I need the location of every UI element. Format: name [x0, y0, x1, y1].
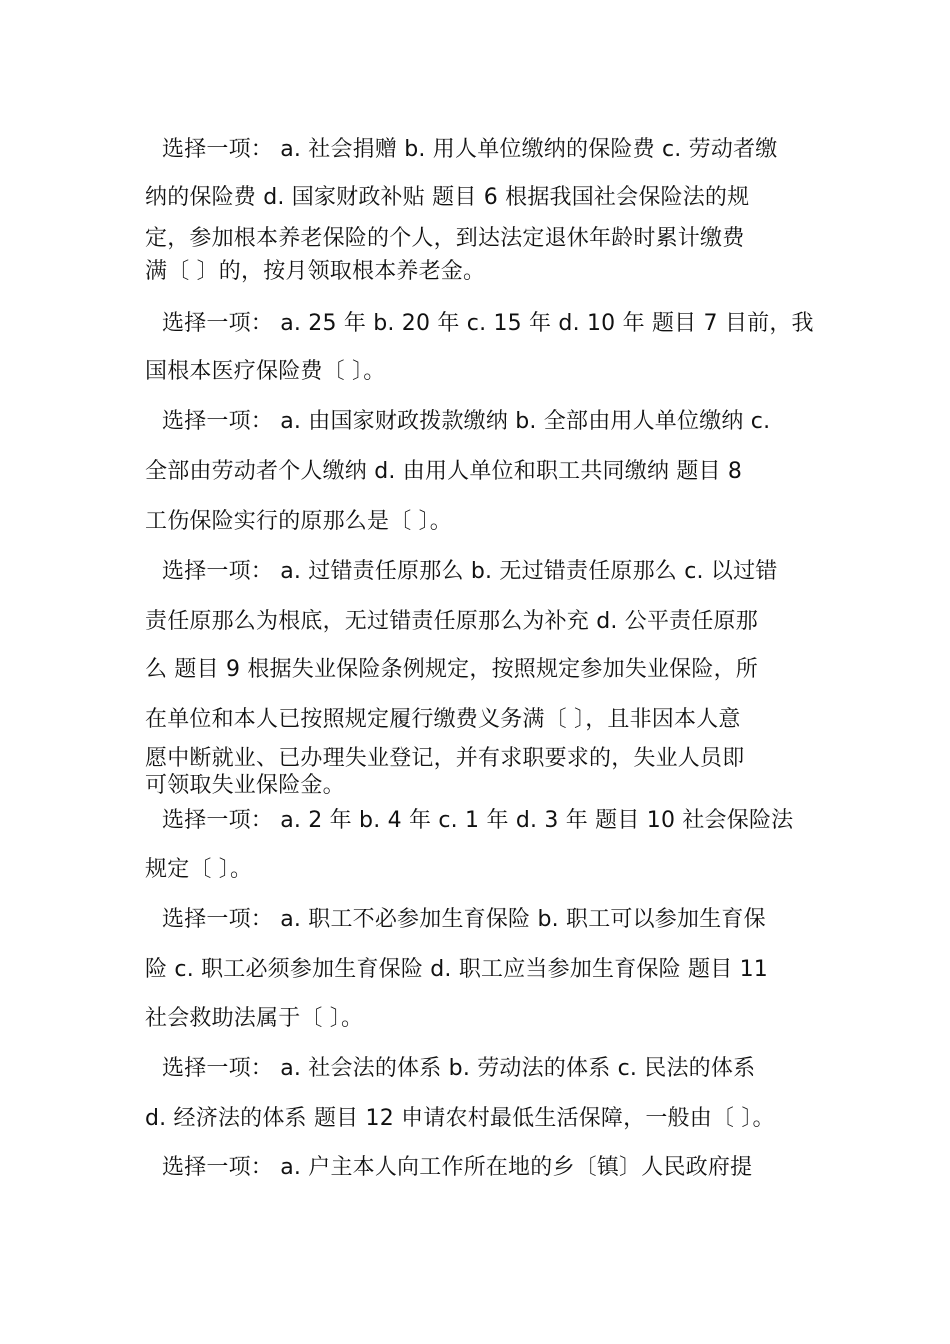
text-line: 选择一项： a. 社会法的体系 b. 劳动法的体系 c. 民法的体系 — [162, 1056, 756, 1081]
text-line: 选择一项： a. 由国家财政拨款缴纳 b. 全部由用人单位缴纳 c. — [162, 409, 771, 434]
text-line: 满〔 〕的，按月领取根本养老金。 — [145, 259, 486, 284]
text-line: 选择一项： a. 25 年 b. 20 年 c. 15 年 d. 10 年 题目 7 目前，我 — [162, 311, 814, 336]
text-line: 工伤保险实行的原那么是〔 〕。 — [145, 509, 452, 534]
text-line: 么 题目 9 根据失业保险条例规定，按照规定参加失业保险，所 — [145, 657, 758, 682]
text-line: 愿中断就业、已办理失业登记，并有求职要求的，失业人员即 — [145, 746, 745, 771]
text-line: 选择一项： a. 2 年 b. 4 年 c. 1 年 d. 3 年 题目 10 社会保险法 — [162, 808, 794, 833]
text-line: 选择一项： a. 职工不必参加生育保险 b. 职工可以参加生育保 — [162, 907, 766, 932]
text-line: 选择一项： a. 户主本人向工作所在地的乡〔镇〕人民政府提 — [162, 1155, 753, 1180]
text-line: 选择一项： a. 社会捐赠 b. 用人单位缴纳的保险费 c. 劳动者缴 — [162, 137, 778, 162]
text-line: 责任原那么为根底，无过错责任原那么为补充 d. 公平责任原那 — [145, 609, 758, 634]
text-line: 定，参加根本养老保险的个人，到达法定退休年龄时累计缴费 — [145, 226, 745, 251]
text-line: 可领取失业保险金。 — [145, 773, 345, 798]
text-line: d. 经济法的体系 题目 12 申请农村最低生活保障，一般由〔 〕。 — [145, 1106, 775, 1131]
text-line: 社会救助法属于〔 〕。 — [145, 1006, 364, 1031]
text-line: 纳的保险费 d. 国家财政补贴 题目 6 根据我国社会保险法的规 — [145, 185, 750, 210]
text-line: 险 c. 职工必须参加生育保险 d. 职工应当参加生育保险 题目 11 — [145, 957, 769, 982]
text-line: 在单位和本人已按照规定履行缴费义务满〔 〕，且非因本人意 — [145, 707, 741, 732]
text-line: 全部由劳动者个人缴纳 d. 由用人单位和职工共同缴纳 题目 8 — [145, 459, 743, 484]
text-line: 选择一项： a. 过错责任原那么 b. 无过错责任原那么 c. 以过错 — [162, 559, 778, 584]
text-line: 规定〔 〕。 — [145, 857, 253, 882]
text-line: 国根本医疗保险费〔 〕。 — [145, 359, 386, 384]
